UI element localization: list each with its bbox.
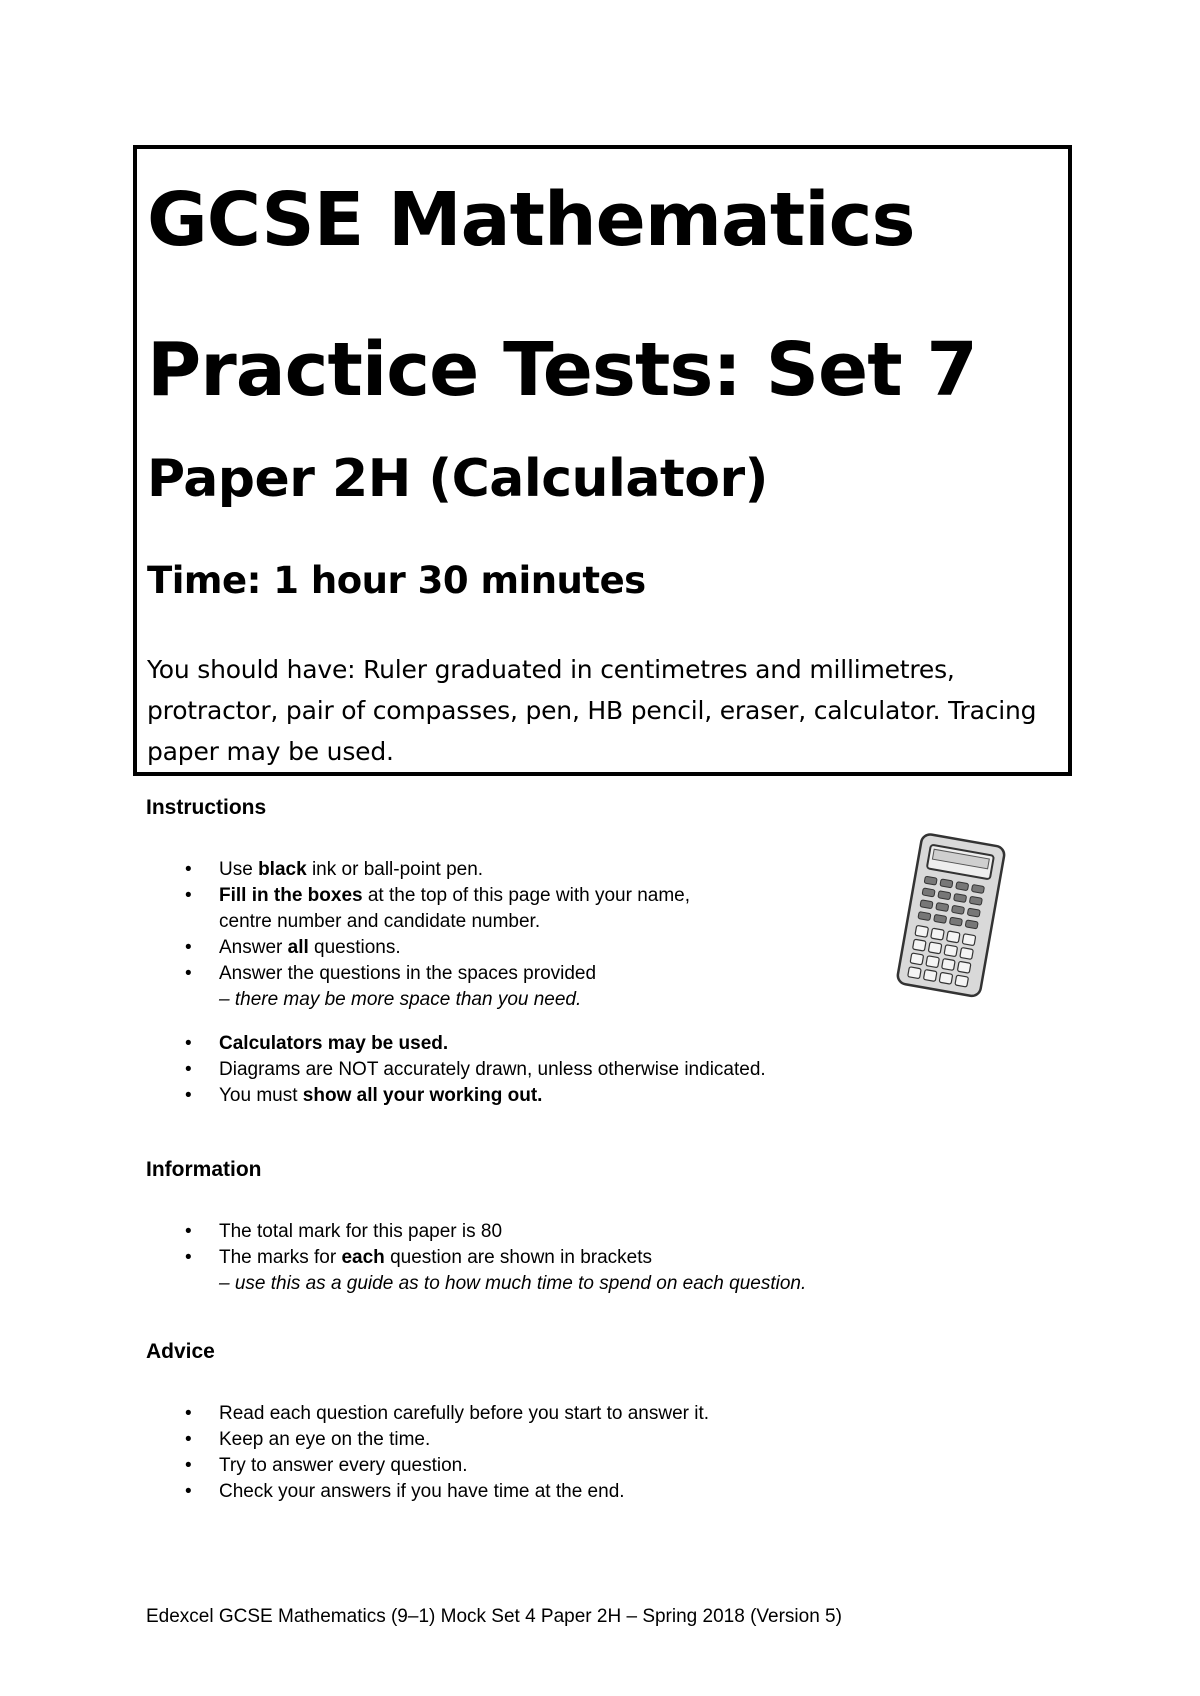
- item-text-continued: centre number and candidate number.: [219, 911, 541, 932]
- item-text: ink or ball-point pen.: [306, 859, 484, 880]
- list-item: • Read each question carefully before you start to answer it.: [146, 1401, 709, 1427]
- paper-title: Paper 2H (Calculator): [147, 449, 768, 509]
- item-text: Answer the questions in the spaces provided: [219, 963, 597, 984]
- list-item: • Try to answer every question.: [146, 1453, 709, 1479]
- list-item: [146, 1245, 806, 1297]
- advice-list: [146, 1401, 709, 1505]
- item-italic-note: – there may be more space than you need.: [219, 989, 582, 1010]
- list-item: [146, 857, 766, 883]
- list-item: • Check your answers if you have time at the end.: [146, 1479, 709, 1505]
- information-heading: Information: [146, 1158, 262, 1181]
- item-text: The marks for: [219, 1247, 342, 1268]
- item-text: at the top of this page with your name,: [362, 885, 690, 906]
- item-bold: black: [258, 859, 307, 880]
- title-line-1: GCSE Mathematics: [147, 177, 915, 263]
- item-text: You must: [219, 1085, 303, 1106]
- calculator-icon: [893, 833, 1008, 998]
- item-text: Diagrams are NOT accurately drawn, unless otherwise indicated.: [219, 1059, 766, 1080]
- list-item: [146, 935, 766, 961]
- item-bold: show all your working out.: [302, 1085, 543, 1106]
- advice-heading: Advice: [146, 1340, 215, 1363]
- list-item: [146, 1219, 806, 1245]
- instructions-list: [146, 857, 766, 1109]
- list-item: • Keep an eye on the time.: [146, 1427, 709, 1453]
- item-text: question are shown in brackets: [384, 1247, 653, 1268]
- title-box: [133, 145, 1072, 776]
- list-item: [146, 1057, 766, 1083]
- item-bold: Calculators may be used.: [219, 1033, 449, 1054]
- item-bold: all: [287, 937, 309, 958]
- list-item: [146, 1083, 766, 1109]
- item-text: The total mark for this paper is 80: [219, 1221, 503, 1242]
- instructions-heading: Instructions: [146, 796, 267, 819]
- item-text: questions.: [308, 937, 401, 958]
- item-bold: each: [341, 1247, 385, 1268]
- list-item: [146, 961, 766, 1013]
- footer: Edexcel GCSE Mathematics (9–1) Mock Set 4 Paper 2H – Spring 2018 (Version 5): [146, 1606, 842, 1627]
- item-bold: Fill in the boxes: [219, 885, 363, 906]
- item-text: Use: [219, 859, 259, 880]
- list-item: [146, 883, 766, 935]
- information-list: [146, 1219, 806, 1297]
- item-italic-note: – use this as a guide as to how much time to spend on each question.: [219, 1273, 807, 1294]
- title-line-2: Practice Tests: Set 7: [147, 327, 977, 413]
- equipment-note: You should have: Ruler graduated in centimetres and millimetres, protractor, pair of compasses, pen, HB pencil, eraser, calculator. Tracing paper may be used.: [147, 655, 1037, 766]
- time-allowed: Time: 1 hour 30 minutes: [147, 559, 646, 602]
- item-text: Answer: [219, 937, 288, 958]
- list-item: [146, 1031, 766, 1057]
